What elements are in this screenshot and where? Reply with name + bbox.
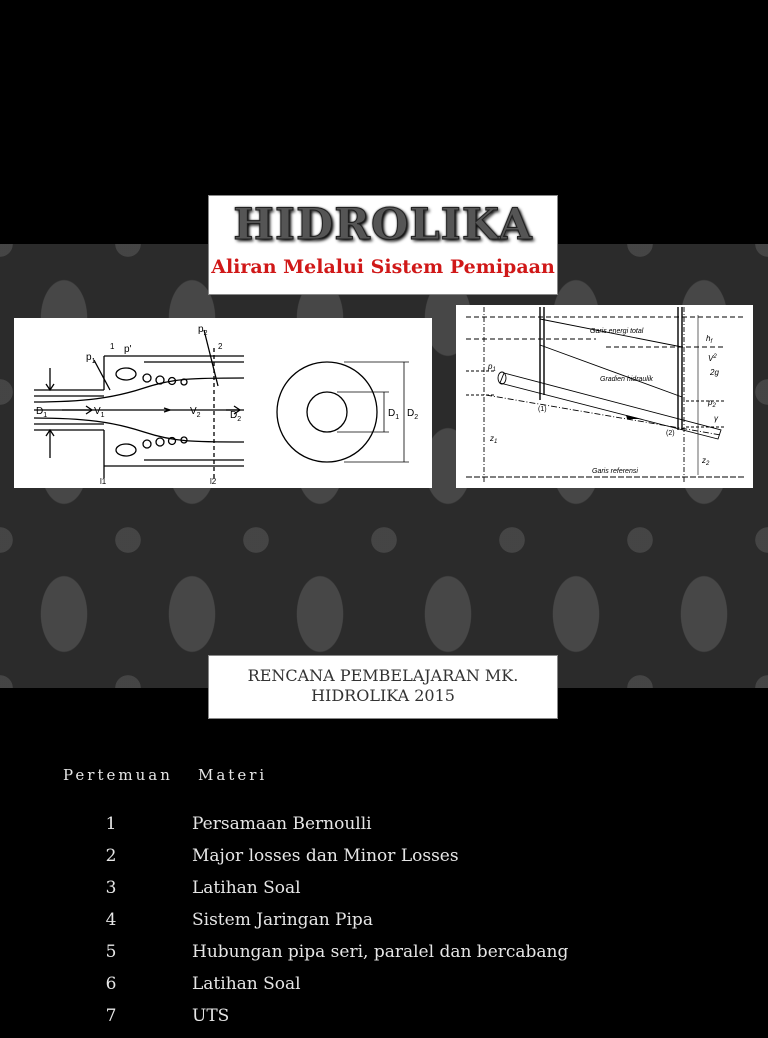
- item-text: Latihan Soal: [192, 878, 301, 898]
- item-number: 4: [105, 910, 117, 930]
- list-item: [0, 1006, 768, 1038]
- title-box: [208, 195, 558, 295]
- item-text: Persamaan Bernoulli: [192, 814, 372, 834]
- label-p2: $p_2$: [708, 398, 716, 409]
- item-text: Sistem Jaringan Pipa: [192, 910, 373, 930]
- label-hgl: Gradien hidraulik: [600, 376, 653, 383]
- list-item: [0, 974, 768, 1006]
- pipe-contraction-figure: [14, 318, 432, 488]
- label-pprime: p': [124, 344, 132, 355]
- label-z2: $z_2$: [702, 456, 710, 467]
- label-z1: $z_1$: [490, 434, 498, 445]
- plan-heading-box: [208, 655, 558, 719]
- item-text: Major losses dan Minor Losses: [192, 846, 459, 866]
- label-bottom1: l1: [100, 477, 107, 486]
- label-gamma: γ: [714, 414, 718, 423]
- label-sec2: 2: [218, 342, 223, 351]
- plan-line-2: HIDROLIKA 2015: [311, 686, 455, 705]
- label-2g: 2g: [710, 368, 719, 377]
- label-energy-line: Garis energi total: [590, 328, 644, 335]
- plan-line-1: RENCANA PEMBELAJARAN MK.: [247, 666, 519, 685]
- label-v2: $V^2$: [708, 354, 717, 363]
- item-number: 1: [105, 814, 117, 834]
- list-item: [0, 814, 768, 846]
- item-text: Hubungan pipa seri, paralel dan bercabang: [192, 942, 569, 962]
- energy-line-figure: [456, 305, 753, 488]
- list-item: [0, 910, 768, 942]
- item-number: 7: [105, 1006, 117, 1026]
- label-p1: $p_1$: [86, 352, 96, 365]
- label-d2: $D_2$: [230, 410, 242, 423]
- item-number: 2: [105, 846, 117, 866]
- label-ring-d2: $D_2$: [407, 408, 419, 421]
- label-v2: $V_2$: [190, 406, 201, 419]
- label-v1: $V_1$: [94, 406, 105, 419]
- label-ring-d1: $D_1$: [388, 408, 400, 421]
- item-number: 6: [105, 974, 117, 994]
- label-p2: $p_2$: [198, 324, 208, 337]
- item-text: Latihan Soal: [192, 974, 301, 994]
- column-header-materi: Materi: [198, 766, 268, 784]
- label-p1: $p_1$: [488, 362, 496, 373]
- label-hf: $h_f$: [706, 334, 713, 345]
- schedule-list: [0, 814, 768, 1038]
- label-sec1: 1: [110, 342, 115, 351]
- item-number: 3: [105, 878, 117, 898]
- column-header-pertemuan: Pertemuan: [63, 766, 173, 784]
- label-node1: (1): [538, 406, 547, 413]
- list-item: [0, 846, 768, 878]
- label-d1: $D_1$: [36, 406, 48, 419]
- item-number: 5: [105, 942, 117, 962]
- label-bottom2: l2: [210, 477, 217, 486]
- list-item: [0, 878, 768, 910]
- item-text: UTS: [192, 1006, 230, 1026]
- page-subtitle: Aliran Melalui Sistem Pemipaan: [211, 256, 555, 278]
- list-item: [0, 942, 768, 974]
- label-node2: (2): [666, 430, 675, 437]
- label-datum: Garis referensi: [592, 468, 638, 475]
- page-title: HIDROLIKA: [233, 200, 533, 250]
